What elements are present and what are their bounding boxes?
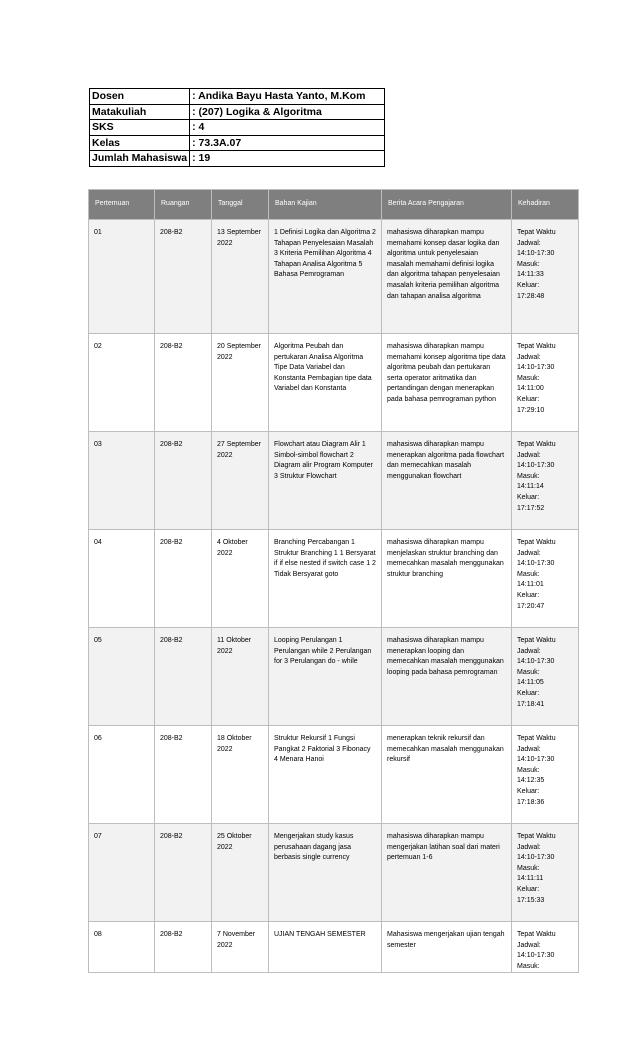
kehadiran-line: Jadwal: — [517, 451, 541, 459]
table-row — [89, 628, 579, 726]
cell-tanggal: 25 Oktober 2022 — [212, 824, 269, 922]
kehadiran-line: Keluar: — [517, 591, 540, 599]
cell-berita-acara: Mahasiswa mengerjakan ujian tengah semester — [382, 922, 512, 973]
cell-bahan-kajian: Algoritma Peubah dan pertukaran Analisa Algoritma Tipe Data Variabel dan Konstanta Pembagian tipe data Variabel dan Konstanta — [269, 334, 382, 432]
cell-pertemuan: 02 — [89, 334, 155, 432]
kehadiran-line: Masuk: — [517, 962, 540, 970]
kehadiran-line: Tepat Waktu — [517, 637, 556, 644]
kehadiran-line: Masuk: — [517, 570, 540, 578]
kehadiran-line: Jadwal: — [517, 353, 541, 361]
kehadiran-line: Tepat Waktu — [517, 931, 556, 938]
cell-kehadiran — [512, 726, 579, 824]
cell-tanggal: 27 September 2022 — [212, 432, 269, 530]
cell-tanggal: 13 September 2022 — [212, 220, 269, 334]
kehadiran-line: 14:11:01 — [517, 581, 544, 589]
table-row — [89, 220, 579, 334]
kehadiran-line: Jadwal: — [517, 239, 541, 247]
kehadiran-line: Tepat Waktu — [517, 539, 556, 546]
kehadiran-line: Masuk: — [517, 864, 540, 872]
cell-tanggal: 11 Oktober 2022 — [212, 628, 269, 726]
kehadiran-line: Tepat Waktu — [517, 343, 556, 350]
kehadiran-line: 17:20:47 — [517, 602, 545, 610]
cell-berita-acara: mahasiswa diharapkan mampu mengerjakan latihan soal dari materi pertemuan 1-6 — [382, 824, 512, 922]
column-header-ruangan: Ruangan — [155, 190, 212, 220]
kehadiran-line: Masuk: — [517, 766, 540, 774]
kehadiran-line: 17:15:33 — [517, 896, 545, 904]
cell-tanggal: 20 September 2022 — [212, 334, 269, 432]
cell-ruangan: 208-B2 — [155, 530, 212, 628]
kehadiran-line: 14:11:11 — [517, 875, 544, 883]
column-header-bahan-kajian: Bahan Kajian — [269, 190, 382, 220]
info-value: : 4 — [190, 120, 385, 136]
cell-berita-acara: mahasiswa diharapkan mampu memahami konsep dasar logika dan algoritma untuk penyelesaian masalah memahami definisi logika dan algoritma tahapan penyelesaian masalah kriteria pemilihan algoritma dan tahapan analisa algoritma — [382, 220, 512, 334]
cell-berita-acara: mahasiswa diharapkan mampu memahami konsep algoritma tipe data algoritma peubah dan pertukaran serta operator aritmatika dan pertandingan dengan menerapkan pada bahasa pemrograman python — [382, 334, 512, 432]
kehadiran-line: 14:10-17:30 — [517, 560, 555, 568]
table-body — [89, 220, 579, 973]
info-row-kelas — [90, 135, 385, 151]
kehadiran-line: Tepat Waktu — [517, 735, 556, 742]
kehadiran-line: 14:11:05 — [517, 679, 544, 687]
kehadiran-line: Jadwal: — [517, 843, 541, 851]
table-row — [89, 530, 579, 628]
cell-kehadiran — [512, 334, 579, 432]
cell-ruangan: 208-B2 — [155, 922, 212, 973]
cell-ruangan: 208-B2 — [155, 628, 212, 726]
cell-bahan-kajian: Mengerjakan study kasus perusahaan dagang jasa berbasis single currency — [269, 824, 382, 922]
info-value: : (207) Logika & Algoritma — [190, 104, 385, 120]
cell-kehadiran — [512, 824, 579, 922]
kehadiran-line: Tepat Waktu — [517, 229, 556, 236]
kehadiran-line: Jadwal: — [517, 549, 541, 557]
kehadiran-line: Masuk: — [517, 260, 540, 268]
cell-bahan-kajian: Flowchart atau Diagram Alir 1 Simbol-simbol flowchart 2 Diagram alir Program Komputer 3 Struktur Flowchart — [269, 432, 382, 530]
kehadiran-line: 17:18:41 — [517, 700, 545, 708]
kehadiran-line: Masuk: — [517, 374, 540, 382]
info-label: Matakuliah — [90, 104, 190, 120]
kehadiran-line: 14:12:35 — [517, 777, 545, 785]
cell-ruangan: 208-B2 — [155, 726, 212, 824]
info-label: Kelas — [90, 135, 190, 151]
kehadiran-line: Keluar: — [517, 281, 540, 289]
column-header-tanggal: Tanggal — [212, 190, 269, 220]
kehadiran-line: 14:11:14 — [517, 483, 544, 491]
cell-berita-acara: mahasiswa diharapkan mampu menerapkan looping dan memecahkan masalah menggunakan looping pada bahasa pemrograman — [382, 628, 512, 726]
cell-tanggal: 18 Oktober 2022 — [212, 726, 269, 824]
info-value: : Andika Bayu Hasta Yanto, M.Kom — [190, 89, 385, 105]
kehadiran-line: Keluar: — [517, 395, 540, 403]
cell-pertemuan: 07 — [89, 824, 155, 922]
cell-pertemuan: 06 — [89, 726, 155, 824]
kehadiran-line: Keluar: — [517, 689, 540, 697]
cell-berita-acara: mahasiswa diharapkan mampu menjelaskan struktur branching dan memecahkan masalah menggunakan struktur branching — [382, 530, 512, 628]
table-row — [89, 334, 579, 432]
kehadiran-line: 14:10-17:30 — [517, 952, 555, 960]
kehadiran-line: 14:10-17:30 — [517, 756, 555, 764]
kehadiran-line: 17:17:52 — [517, 504, 545, 512]
info-row-matakuliah — [90, 104, 385, 120]
table-row — [89, 432, 579, 530]
kehadiran-line: Masuk: — [517, 668, 540, 676]
kehadiran-line: Keluar: — [517, 787, 540, 795]
kehadiran-line: Masuk: — [517, 472, 540, 480]
cell-bahan-kajian: Looping Perulangan 1 Perulangan while 2 Perulangan for 3 Perulangan do - while — [269, 628, 382, 726]
info-label: Dosen — [90, 89, 190, 105]
cell-tanggal: 4 Oktober 2022 — [212, 530, 269, 628]
kehadiran-line: Jadwal: — [517, 647, 541, 655]
cell-pertemuan: 08 — [89, 922, 155, 973]
table-row — [89, 824, 579, 922]
kehadiran-line: Tepat Waktu — [517, 441, 556, 448]
info-row-jumlah-mahasiswa — [90, 151, 385, 167]
kehadiran-line: 14:11:33 — [517, 271, 544, 279]
cell-pertemuan: 05 — [89, 628, 155, 726]
info-label: Jumlah Mahasiswa — [90, 151, 190, 167]
cell-ruangan: 208-B2 — [155, 824, 212, 922]
cell-kehadiran — [512, 220, 579, 334]
kehadiran-line: 14:10-17:30 — [517, 364, 555, 372]
info-value: : 19 — [190, 151, 385, 167]
cell-kehadiran — [512, 432, 579, 530]
info-row-sks — [90, 120, 385, 136]
course-info-table — [89, 88, 385, 167]
cell-kehadiran — [512, 922, 579, 973]
kehadiran-line: Keluar: — [517, 885, 540, 893]
kehadiran-line: 17:29:10 — [517, 406, 545, 414]
kehadiran-line: 14:10-17:30 — [517, 658, 555, 666]
info-row-dosen — [90, 89, 385, 105]
cell-bahan-kajian: Branching Percabangan 1 Struktur Branching 1 1 Bersyarat if if else nested if switch case 1 2 Tidak Bersyarat goto — [269, 530, 382, 628]
attendance-table — [88, 189, 579, 973]
kehadiran-line: 14:10-17:30 — [517, 462, 555, 470]
kehadiran-line: 17:18:36 — [517, 798, 545, 806]
cell-kehadiran — [512, 530, 579, 628]
info-label: SKS — [90, 120, 190, 136]
table-row — [89, 922, 579, 973]
cell-bahan-kajian: 1 Definisi Logika dan Algoritma 2 Tahapan Penyelesaian Masalah 3 Kriteria Pemilihan Algoritma 4 Tahapan Analisa Algoritma 5 Bahasa Pemrograman — [269, 220, 382, 334]
kehadiran-line: 14:10-17:30 — [517, 250, 555, 258]
cell-ruangan: 208-B2 — [155, 334, 212, 432]
column-header-kehadiran: Kehadiran — [512, 190, 579, 220]
cell-kehadiran — [512, 628, 579, 726]
kehadiran-line: Jadwal: — [517, 745, 541, 753]
kehadiran-line: Jadwal: — [517, 941, 541, 949]
kehadiran-line: 14:11:00 — [517, 385, 544, 393]
cell-bahan-kajian: UJIAN TENGAH SEMESTER — [269, 922, 382, 973]
kehadiran-line: Keluar: — [517, 493, 540, 501]
cell-bahan-kajian: Struktur Rekursif 1 Fungsi Pangkat 2 Faktorial 3 Fibonacy 4 Menara Hanoi — [269, 726, 382, 824]
kehadiran-line: 14:10-17:30 — [517, 854, 555, 862]
kehadiran-line: 17:28:48 — [517, 292, 545, 300]
cell-berita-acara: menerapkan teknik rekursif dan memecahkan masalah menggunakan rekursif — [382, 726, 512, 824]
table-header-row — [89, 190, 579, 220]
info-value: : 73.3A.07 — [190, 135, 385, 151]
column-header-pertemuan: Pertemuan — [89, 190, 155, 220]
cell-ruangan: 208-B2 — [155, 220, 212, 334]
cell-berita-acara: mahasiswa diharapkan mampu menerapkan algoritma pada flowchart dan memecahkan masalah menggunakan flowchart — [382, 432, 512, 530]
table-row — [89, 726, 579, 824]
kehadiran-line: Tepat Waktu — [517, 833, 556, 840]
cell-tanggal: 7 November 2022 — [212, 922, 269, 973]
cell-ruangan: 208-B2 — [155, 432, 212, 530]
column-header-berita-acara: Berita Acara Pengajaran — [382, 190, 512, 220]
cell-pertemuan: 01 — [89, 220, 155, 334]
cell-pertemuan: 03 — [89, 432, 155, 530]
cell-pertemuan: 04 — [89, 530, 155, 628]
